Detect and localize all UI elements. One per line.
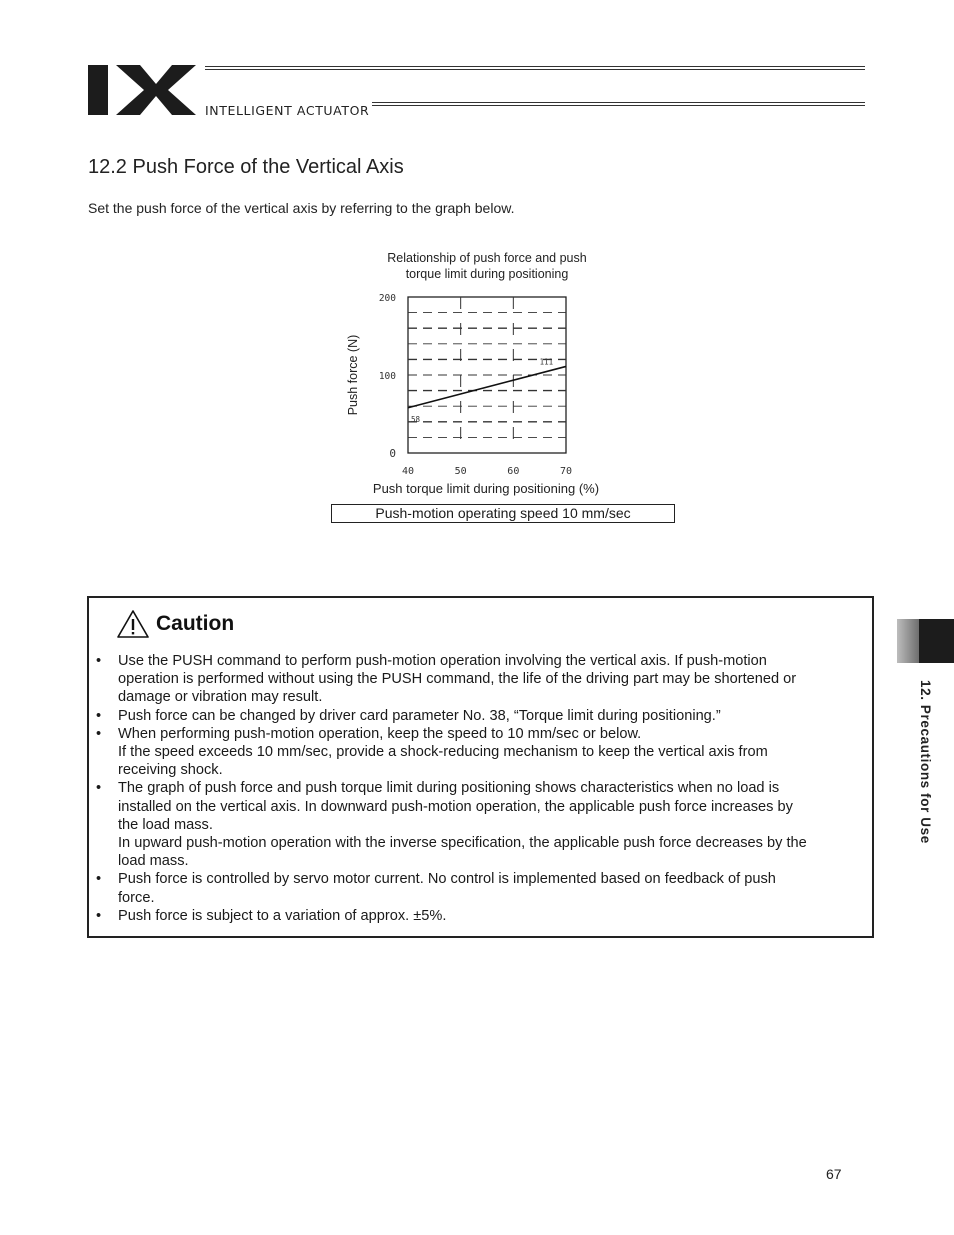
chart-title-line: Relationship of push force and push	[387, 251, 587, 265]
y-tick-label: 0	[389, 447, 396, 460]
chapter-tab-shade	[897, 619, 919, 663]
series-line	[408, 366, 566, 407]
x-tick-label: 70	[559, 466, 573, 477]
section-intro: Set the push force of the vertical axis by referring to the graph below.	[88, 200, 515, 216]
caution-item-line: • Push force is subject to a variation of approx. ±5%.	[118, 907, 447, 924]
header-rule-top-1	[205, 66, 865, 67]
speed-note-box: Push-motion operating speed 10 mm/sec	[331, 504, 675, 523]
x-tick-label: 40	[401, 466, 415, 477]
chart-title	[355, 250, 619, 282]
caution-item-line: • Use the PUSH command to perform push-motion operation involving the vertical axis. If push-motion	[118, 653, 767, 669]
caution-item-line: • The graph of push force and push torque limit during positioning shows characteristics when no load is	[118, 780, 780, 797]
caution-item-line: installed on the vertical axis. In downward push-motion operation, the applicable push force increases by	[118, 798, 793, 815]
chart-title-line: torque limit during positioning	[405, 267, 569, 281]
caution-item	[96, 725, 860, 780]
caution-item-line: the load mass.	[118, 816, 213, 833]
x-tick-label: 50	[454, 466, 467, 477]
caution-item-line: operation is performed without using the PUSH command, the life of the driving part may be shortened or	[118, 671, 797, 688]
caution-item-line: load mass.	[118, 853, 189, 870]
x-axis-label: Push torque limit during positioning (%)	[372, 481, 600, 496]
y-tick-label: 100	[378, 371, 396, 382]
y-tick-label: 200	[378, 293, 396, 304]
caution-item-line: • When performing push-motion operation, keep the speed to 10 mm/sec or below.	[118, 725, 642, 742]
caution-item-line: • Push force is controlled by servo motor current. No control is implemented based on feedback of push	[118, 871, 776, 888]
push-force-chart	[330, 285, 630, 500]
caution-item	[96, 907, 860, 925]
caution-item-line: damage or vibration may result.	[118, 689, 323, 706]
data-label: 58	[411, 414, 421, 424]
caution-item	[96, 707, 860, 725]
caution-item-line: force.	[118, 889, 155, 906]
header-rule-bottom-1	[372, 102, 865, 103]
caution-item-line: If the speed exceeds 10 mm/sec, provide a shock-reducing mechanism to keep the vertical axis from	[118, 744, 768, 761]
section-title: 12.2 Push Force of the Vertical Axis	[88, 156, 404, 178]
data-label: 111	[539, 357, 554, 367]
caution-item-line: In upward push-motion operation with the inverse specification, the applicable push force decreases by the	[118, 835, 807, 852]
logo-wordmark: INTELLIGENT ACTUATOR	[205, 103, 370, 118]
ix-logo	[88, 60, 200, 123]
y-axis-label: Push force (N)	[346, 334, 360, 416]
chapter-tab	[919, 619, 954, 663]
caution-item-line: receiving shock.	[118, 762, 223, 779]
chapter-side-label: 12. Precautions for Use	[918, 680, 933, 844]
page-number: 67	[826, 1166, 842, 1182]
caution-item	[96, 652, 860, 707]
caution-item	[96, 779, 860, 870]
header-rule-top-2	[205, 69, 865, 70]
caution-item-line: • Push force can be changed by driver card parameter No. 38, “Torque limit during positioning.”	[118, 707, 721, 724]
x-tick-label: 60	[507, 466, 520, 477]
header-rule-bottom-2	[372, 105, 865, 106]
caution-item	[96, 870, 860, 906]
caution-list	[96, 652, 860, 925]
caution-title: Caution	[156, 612, 235, 635]
warning-triangle-icon	[116, 609, 150, 644]
